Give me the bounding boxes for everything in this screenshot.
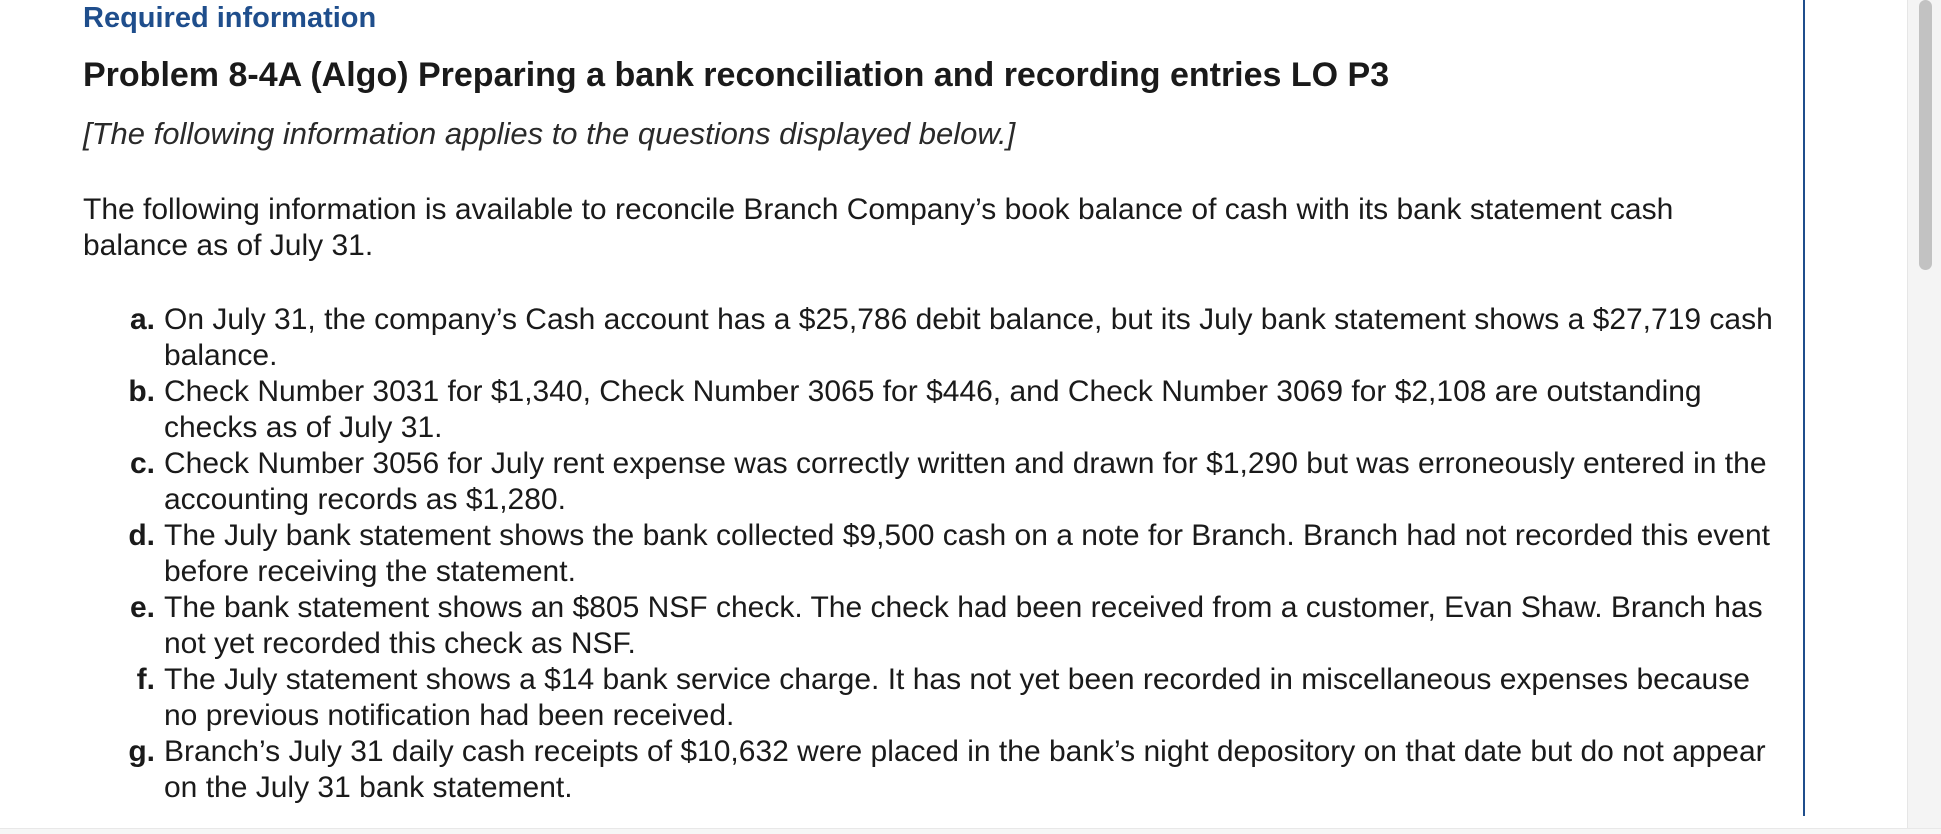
item-text: The July bank statement shows the bank collected $9,500 cash on a note for Branch. Branch had not recorded this event before receiving the statement. xyxy=(164,519,1770,588)
item-text: Branch’s July 31 daily cash receipts of $10,632 were placed in the bank’s night depository on that date but do not appear on the July 31 bank statement. xyxy=(164,735,1766,804)
scrollbar-thumb[interactable] xyxy=(1919,0,1932,270)
item-text: On July 31, the company’s Cash account has a $25,786 debit balance, but its July bank statement shows a $27,719 cash balance. xyxy=(164,303,1773,372)
item-text: Check Number 3031 for $1,340, Check Number 3065 for $446, and Check Number 3069 for $2,108 are outstanding checks as of July 31. xyxy=(164,375,1702,444)
item-letter: f. xyxy=(136,663,155,696)
list-item xyxy=(83,518,1783,590)
item-text: The July statement shows a $14 bank service charge. It has not yet been recorded in miscellaneous expenses because no previous notification had been received. xyxy=(164,663,1750,732)
list-item xyxy=(83,374,1783,446)
list-item xyxy=(83,662,1783,734)
required-information-heading: Required information xyxy=(83,2,377,34)
list-item xyxy=(83,446,1783,518)
item-text: Check Number 3056 for July rent expense was correctly written and drawn for $1,290 but was erroneously entered in the accounting records as $1,280. xyxy=(164,447,1767,516)
item-letter: a. xyxy=(129,303,155,336)
item-letter: c. xyxy=(129,447,155,480)
item-letter: g. xyxy=(128,735,155,768)
information-list xyxy=(83,302,1783,806)
list-item xyxy=(83,734,1783,806)
list-item xyxy=(83,302,1783,374)
panel-divider xyxy=(1803,0,1805,816)
bottom-edge xyxy=(0,828,1941,834)
intro-paragraph: The following information is available to reconcile Branch Company’s book balance of cash with its bank statement cash balance as of July 31. xyxy=(83,193,1674,262)
vertical-scrollbar[interactable] xyxy=(1907,0,1941,828)
list-item xyxy=(83,590,1783,662)
problem-title: Problem 8-4A (Algo) Preparing a bank reconciliation and recording entries LO P3 xyxy=(83,56,1390,94)
item-text: The bank statement shows an $805 NSF check. The check had been received from a customer, Evan Shaw. Branch has not yet recorded this check as NSF. xyxy=(164,591,1763,660)
item-letter: d. xyxy=(128,519,155,552)
item-letter: e. xyxy=(129,591,155,624)
item-letter: b. xyxy=(128,375,155,408)
applies-note: [The following information applies to the questions displayed below.] xyxy=(83,116,1016,151)
